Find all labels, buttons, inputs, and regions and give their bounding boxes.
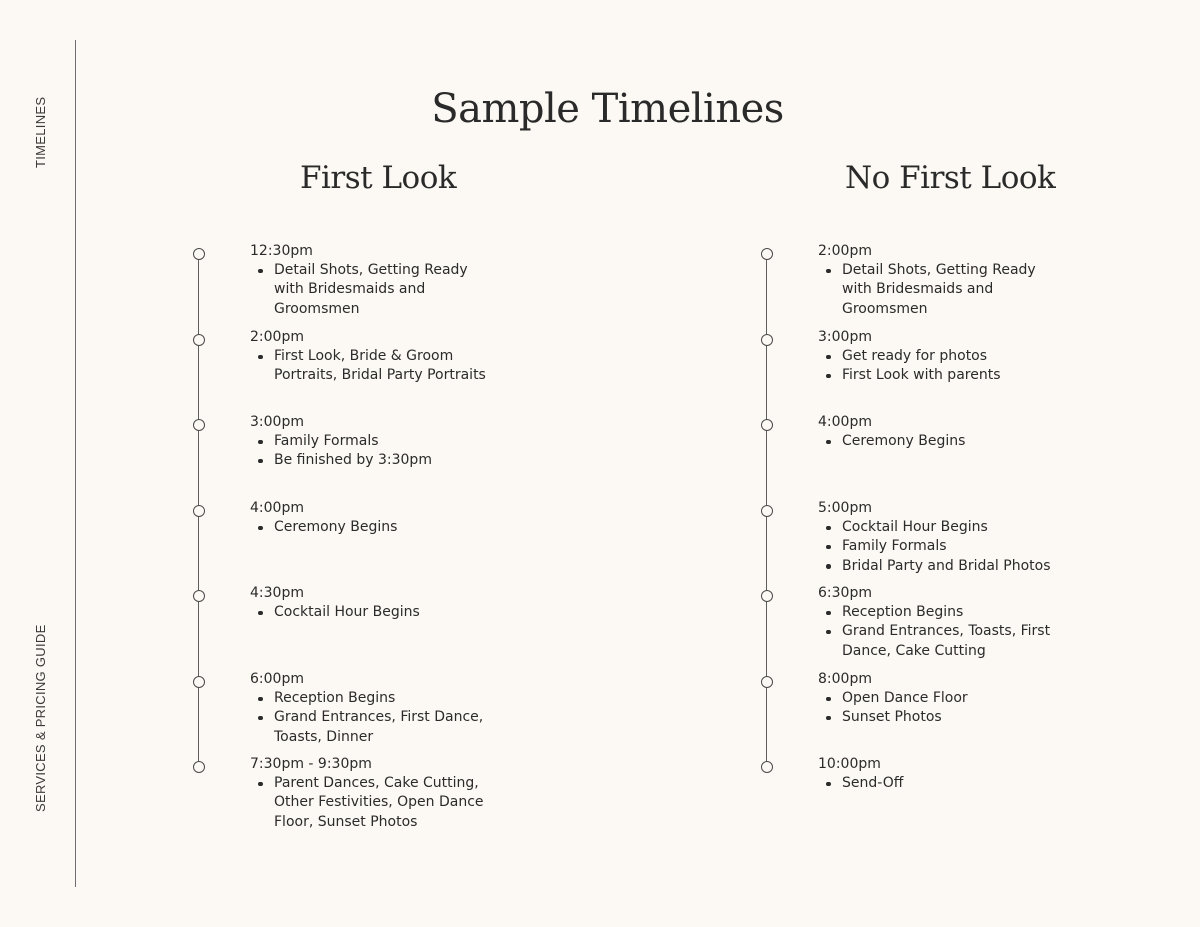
timeline-marker xyxy=(761,419,773,431)
timeline-marker xyxy=(761,248,773,260)
activity-item: First Look, Bride & Groom Portraits, Bridal Party Portraits xyxy=(250,347,490,385)
timeline-entry xyxy=(818,328,1058,386)
entry-time: 7:30pm - 9:30pm xyxy=(250,756,372,772)
timeline-entry xyxy=(818,584,1058,661)
activity-item: Family Formals xyxy=(818,537,1058,556)
timeline-marker xyxy=(193,419,205,431)
timeline-marker xyxy=(761,761,773,773)
activity-item: First Look with parents xyxy=(818,366,1058,385)
activity-item: Get ready for photos xyxy=(818,347,1058,366)
timeline-marker xyxy=(761,505,773,517)
entry-activities xyxy=(818,261,1058,319)
timeline-marker xyxy=(193,676,205,688)
guide-label: SERVICES & PRICING GUIDE xyxy=(33,624,48,812)
entry-time: 6:00pm xyxy=(250,671,304,687)
activity-item: Ceremony Begins xyxy=(818,432,1058,451)
timeline-entry xyxy=(818,499,1058,576)
timeline-entry xyxy=(250,413,490,471)
timeline-entry xyxy=(818,242,1058,319)
activity-item: Reception Begins xyxy=(250,689,490,708)
entry-time: 4:00pm xyxy=(250,500,304,516)
activity-item: Send-Off xyxy=(818,774,1058,793)
timeline-entry xyxy=(250,328,490,386)
column-heading-no-first-look: No First Look xyxy=(845,160,1056,196)
timeline-entry xyxy=(818,670,1058,728)
timeline-entry xyxy=(250,242,490,319)
timeline-marker xyxy=(193,505,205,517)
entry-activities xyxy=(818,347,1058,385)
activity-item: Cocktail Hour Begins xyxy=(818,518,1058,537)
page-title: Sample Timelines xyxy=(431,86,784,132)
activity-item: Bridal Party and Bridal Photos xyxy=(818,557,1058,576)
section-label: TIMELINES xyxy=(33,96,48,168)
activity-item: Grand Entrances, First Dance, Toasts, Dinner xyxy=(250,708,490,746)
timeline-marker xyxy=(193,248,205,260)
entry-activities xyxy=(818,603,1058,661)
timeline-marker xyxy=(193,590,205,602)
entry-activities xyxy=(818,518,1058,576)
timeline-entry xyxy=(818,755,1058,793)
entry-time: 4:30pm xyxy=(250,585,304,601)
activity-item: Detail Shots, Getting Ready with Bridesmaids and Groomsmen xyxy=(250,261,490,319)
entry-time: 3:00pm xyxy=(818,329,872,345)
entry-activities xyxy=(250,518,490,537)
entry-activities xyxy=(818,689,1058,727)
entry-activities xyxy=(818,432,1058,451)
timeline-entry xyxy=(250,755,490,832)
entry-time: 4:00pm xyxy=(818,414,872,430)
entry-time: 6:30pm xyxy=(818,585,872,601)
entry-activities xyxy=(250,432,490,470)
entry-activities xyxy=(250,774,490,832)
timeline-entry xyxy=(250,499,490,537)
entry-time: 2:00pm xyxy=(818,243,872,259)
entry-time: 12:30pm xyxy=(250,243,313,259)
activity-item: Grand Entrances, Toasts, First Dance, Cake Cutting xyxy=(818,622,1058,660)
activity-item: Sunset Photos xyxy=(818,708,1058,727)
timeline-marker xyxy=(761,676,773,688)
timeline-entry xyxy=(250,670,490,747)
activity-item: Ceremony Begins xyxy=(250,518,490,537)
entry-activities xyxy=(250,261,490,319)
activity-item: Cocktail Hour Begins xyxy=(250,603,490,622)
timeline-marker xyxy=(193,334,205,346)
timeline-entry xyxy=(250,584,490,622)
entry-time: 10:00pm xyxy=(818,756,881,772)
activity-item: Reception Begins xyxy=(818,603,1058,622)
entry-time: 8:00pm xyxy=(818,671,872,687)
column-heading-first-look: First Look xyxy=(300,160,457,196)
activity-item: Family Formals xyxy=(250,432,490,451)
entry-time: 2:00pm xyxy=(250,329,304,345)
activity-item: Open Dance Floor xyxy=(818,689,1058,708)
entry-activities xyxy=(818,774,1058,793)
side-divider xyxy=(75,40,76,887)
entry-time: 5:00pm xyxy=(818,500,872,516)
entry-activities xyxy=(250,689,490,747)
activity-item: Parent Dances, Cake Cutting, Other Festivities, Open Dance Floor, Sunset Photos xyxy=(250,774,490,832)
timeline-marker xyxy=(761,590,773,602)
activity-item: Be finished by 3:30pm xyxy=(250,451,490,470)
timeline-marker xyxy=(193,761,205,773)
entry-time: 3:00pm xyxy=(250,414,304,430)
entry-activities xyxy=(250,603,490,622)
timeline-entry xyxy=(818,413,1058,451)
activity-item: Detail Shots, Getting Ready with Bridesmaids and Groomsmen xyxy=(818,261,1058,319)
entry-activities xyxy=(250,347,490,385)
timeline-marker xyxy=(761,334,773,346)
